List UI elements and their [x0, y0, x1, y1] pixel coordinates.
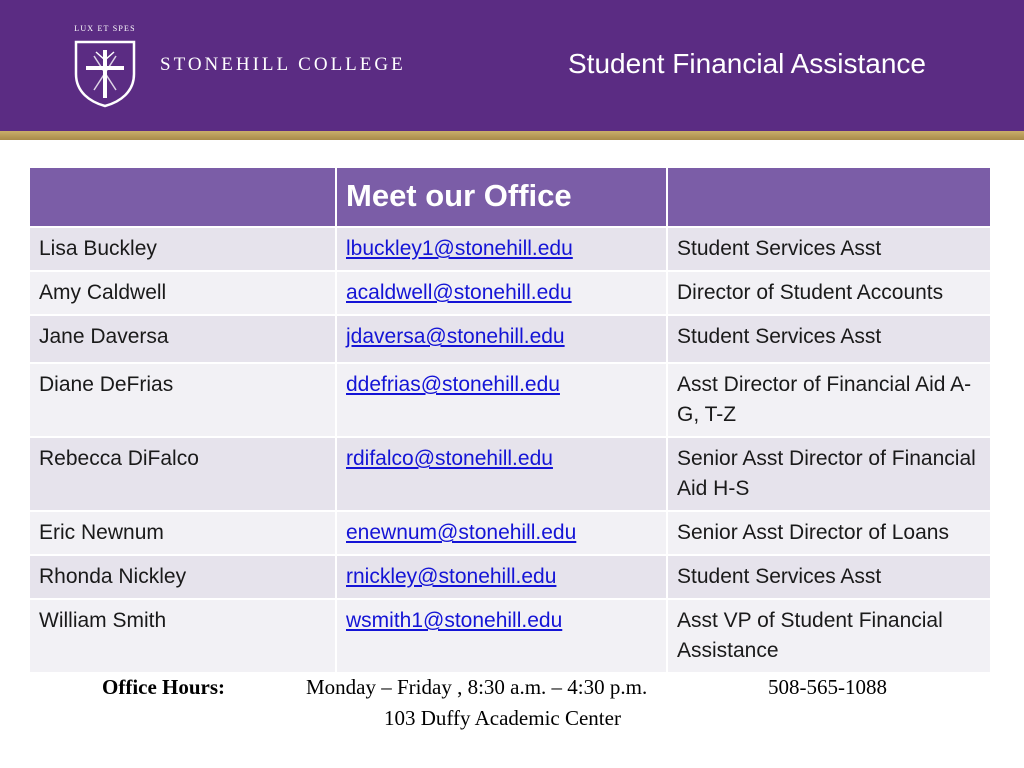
staff-name: Diane DeFrias	[29, 363, 336, 437]
staff-email-link[interactable]: rdifalco@stonehill.edu	[336, 437, 667, 511]
table-header-row	[29, 167, 991, 227]
college-motto: LUX ET SPES	[74, 24, 136, 33]
table-row	[29, 599, 991, 673]
header-cell-title: Meet our Office	[336, 167, 667, 227]
staff-name: Rebecca DiFalco	[29, 437, 336, 511]
office-hours-label	[102, 675, 225, 700]
staff-role: Asst VP of Student Financial Assistance	[667, 599, 991, 673]
table-row	[29, 555, 991, 599]
table-row	[29, 437, 991, 511]
staff-name: Jane Daversa	[29, 315, 336, 363]
staff-name: Rhonda Nickley	[29, 555, 336, 599]
page-title: Student Financial Assistance	[568, 48, 926, 79]
staff-email-link[interactable]: wsmith1@stonehill.edu	[336, 599, 667, 673]
shield-cross-icon	[72, 38, 138, 108]
staff-table	[28, 166, 992, 674]
staff-role: Director of Student Accounts	[667, 271, 991, 315]
office-location: 103 Duffy Academic Center	[384, 706, 621, 730]
header-gold-stripe	[0, 131, 1024, 140]
office-hours-title: Office Hours:	[102, 675, 226, 699]
staff-role: Senior Asst Director of Financial Aid H-S	[667, 437, 991, 511]
office-hours-days: Monday – Friday , 8:30 a.m. – 4:30 p.m.	[306, 675, 648, 699]
table-row	[29, 315, 991, 363]
staff-email-link[interactable]: jdaversa@stonehill.edu	[336, 315, 667, 363]
staff-name: Amy Caldwell	[29, 271, 336, 315]
staff-email-link[interactable]: ddefrias@stonehill.edu	[336, 363, 667, 437]
college-name: STONEHILL COLLEGE	[160, 54, 406, 75]
staff-role: Asst Director of Financial Aid A-G, T-Z	[667, 363, 991, 437]
staff-role: Student Services Asst	[667, 555, 991, 599]
table-row	[29, 227, 991, 271]
staff-role: Senior Asst Director of Loans	[667, 511, 991, 555]
staff-email-link[interactable]: lbuckley1@stonehill.edu	[336, 227, 667, 271]
staff-name: Lisa Buckley	[29, 227, 336, 271]
staff-email-link[interactable]: rnickley@stonehill.edu	[336, 555, 667, 599]
header-cell-name	[29, 167, 336, 227]
staff-name: William Smith	[29, 599, 336, 673]
staff-email-link[interactable]: enewnum@stonehill.edu	[336, 511, 667, 555]
staff-role: Student Services Asst	[667, 315, 991, 363]
staff-role: Student Services Asst	[667, 227, 991, 271]
table-row	[29, 511, 991, 555]
staff-email-link[interactable]: acaldwell@stonehill.edu	[336, 271, 667, 315]
table-row	[29, 271, 991, 315]
office-phone: 508-565-1088	[768, 675, 887, 699]
table-row	[29, 363, 991, 437]
header-cell-role	[667, 167, 991, 227]
staff-name: Eric Newnum	[29, 511, 336, 555]
